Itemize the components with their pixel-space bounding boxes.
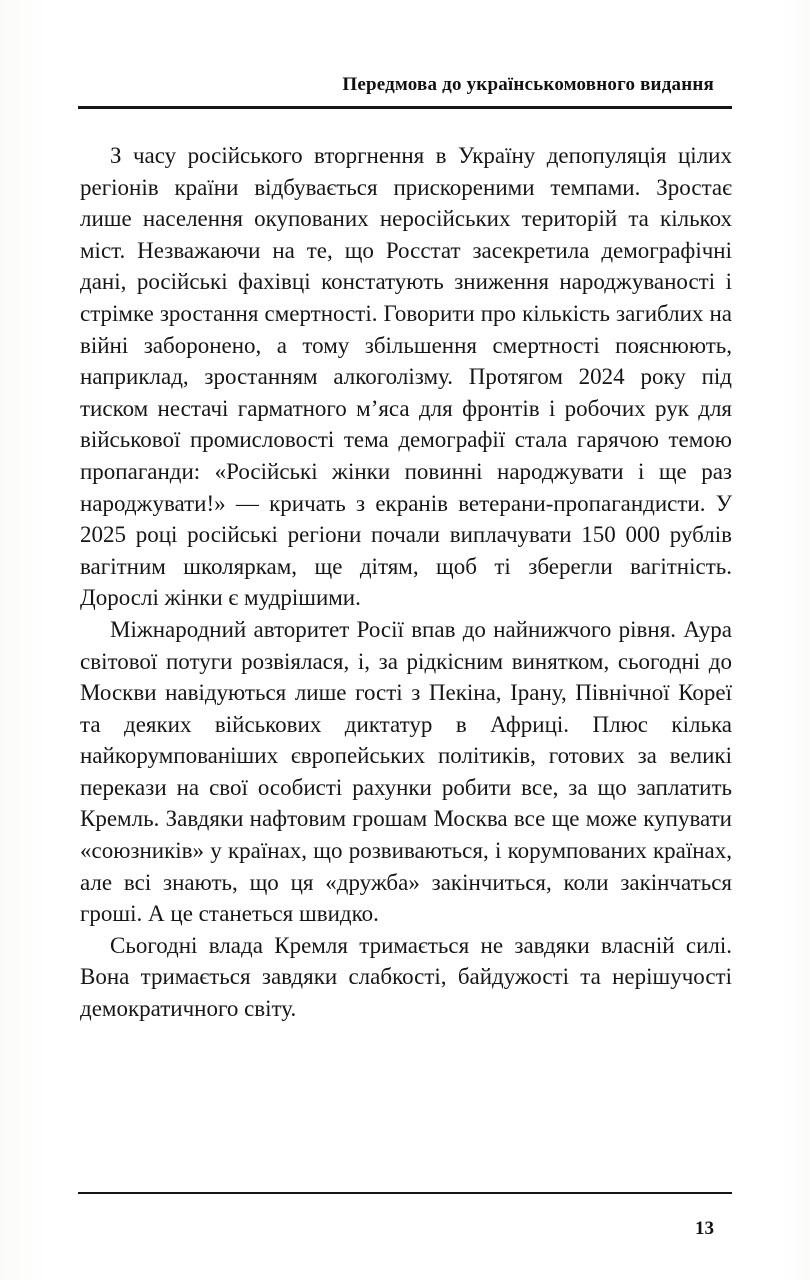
running-head: Передмова до українськомовного видання xyxy=(342,74,714,95)
paragraph: Сьогодні влада Кремля тримається не завдяки власній силі. Вона тримається завдяки слабкості, байдужості та нерішучості демократичного світу. xyxy=(80,932,732,1022)
footer-rule xyxy=(78,1192,732,1194)
paragraph: З часу російського вторгнення в Україну депопуляція цілих регіонів країни відбувається прискореними темпами. Зростає лише населення окупованих неросійських територій та кількох міст. Незважаючи на те, що Росстат засекретила демографічні дані, російські фахівці констатують зниження народжуваності і стрімке зростання смертності. Говорити про кількість загиблих на війні заборонено, а тому збільшення смертності пояснюють, наприклад, зростанням алкоголізму. Протягом 2024 року під тиском нестачі гарматного м’яса для фронтів і робочих рук для військової промисловості тема демографії стала гарячою темою пропаганди: «Російські жінки повинні народжувати і ще раз народжувати!» — кричать з екранів ветерани-пропагандисти. У 2025 році російські регіони почали виплачувати 150 000 рублів вагітним школяркам, ще дітям, щоб ті зберегли вагітність. Дорослі жінки є мудрішими. xyxy=(80,143,732,611)
header-rule xyxy=(78,106,732,109)
page-body xyxy=(80,140,732,1025)
page-number: 13 xyxy=(695,1218,714,1239)
paragraph: Міжнародний авторитет Росії впав до найнижчого рівня. Аура світової потуги розвіялася, і, за рідкісним винятком, сьогодні до Москви навідуються лише гості з Пекіна, Ірану, Північної Кореї та деяких військових диктатур в Африці. Плюс кілька найкорумпованіших європейських політиків, готових за великі перекази на свої особисті рахунки робити все, за що заплатить Кремль. Завдяки нафтовим грошам Москва все ще може купувати «союзників» у країнах, що розвиваються, і корумпованих країнах, але всі знають, що ця «дружба» закінчиться, коли закінчаться гроші. А це станеться швидко. xyxy=(80,616,732,927)
